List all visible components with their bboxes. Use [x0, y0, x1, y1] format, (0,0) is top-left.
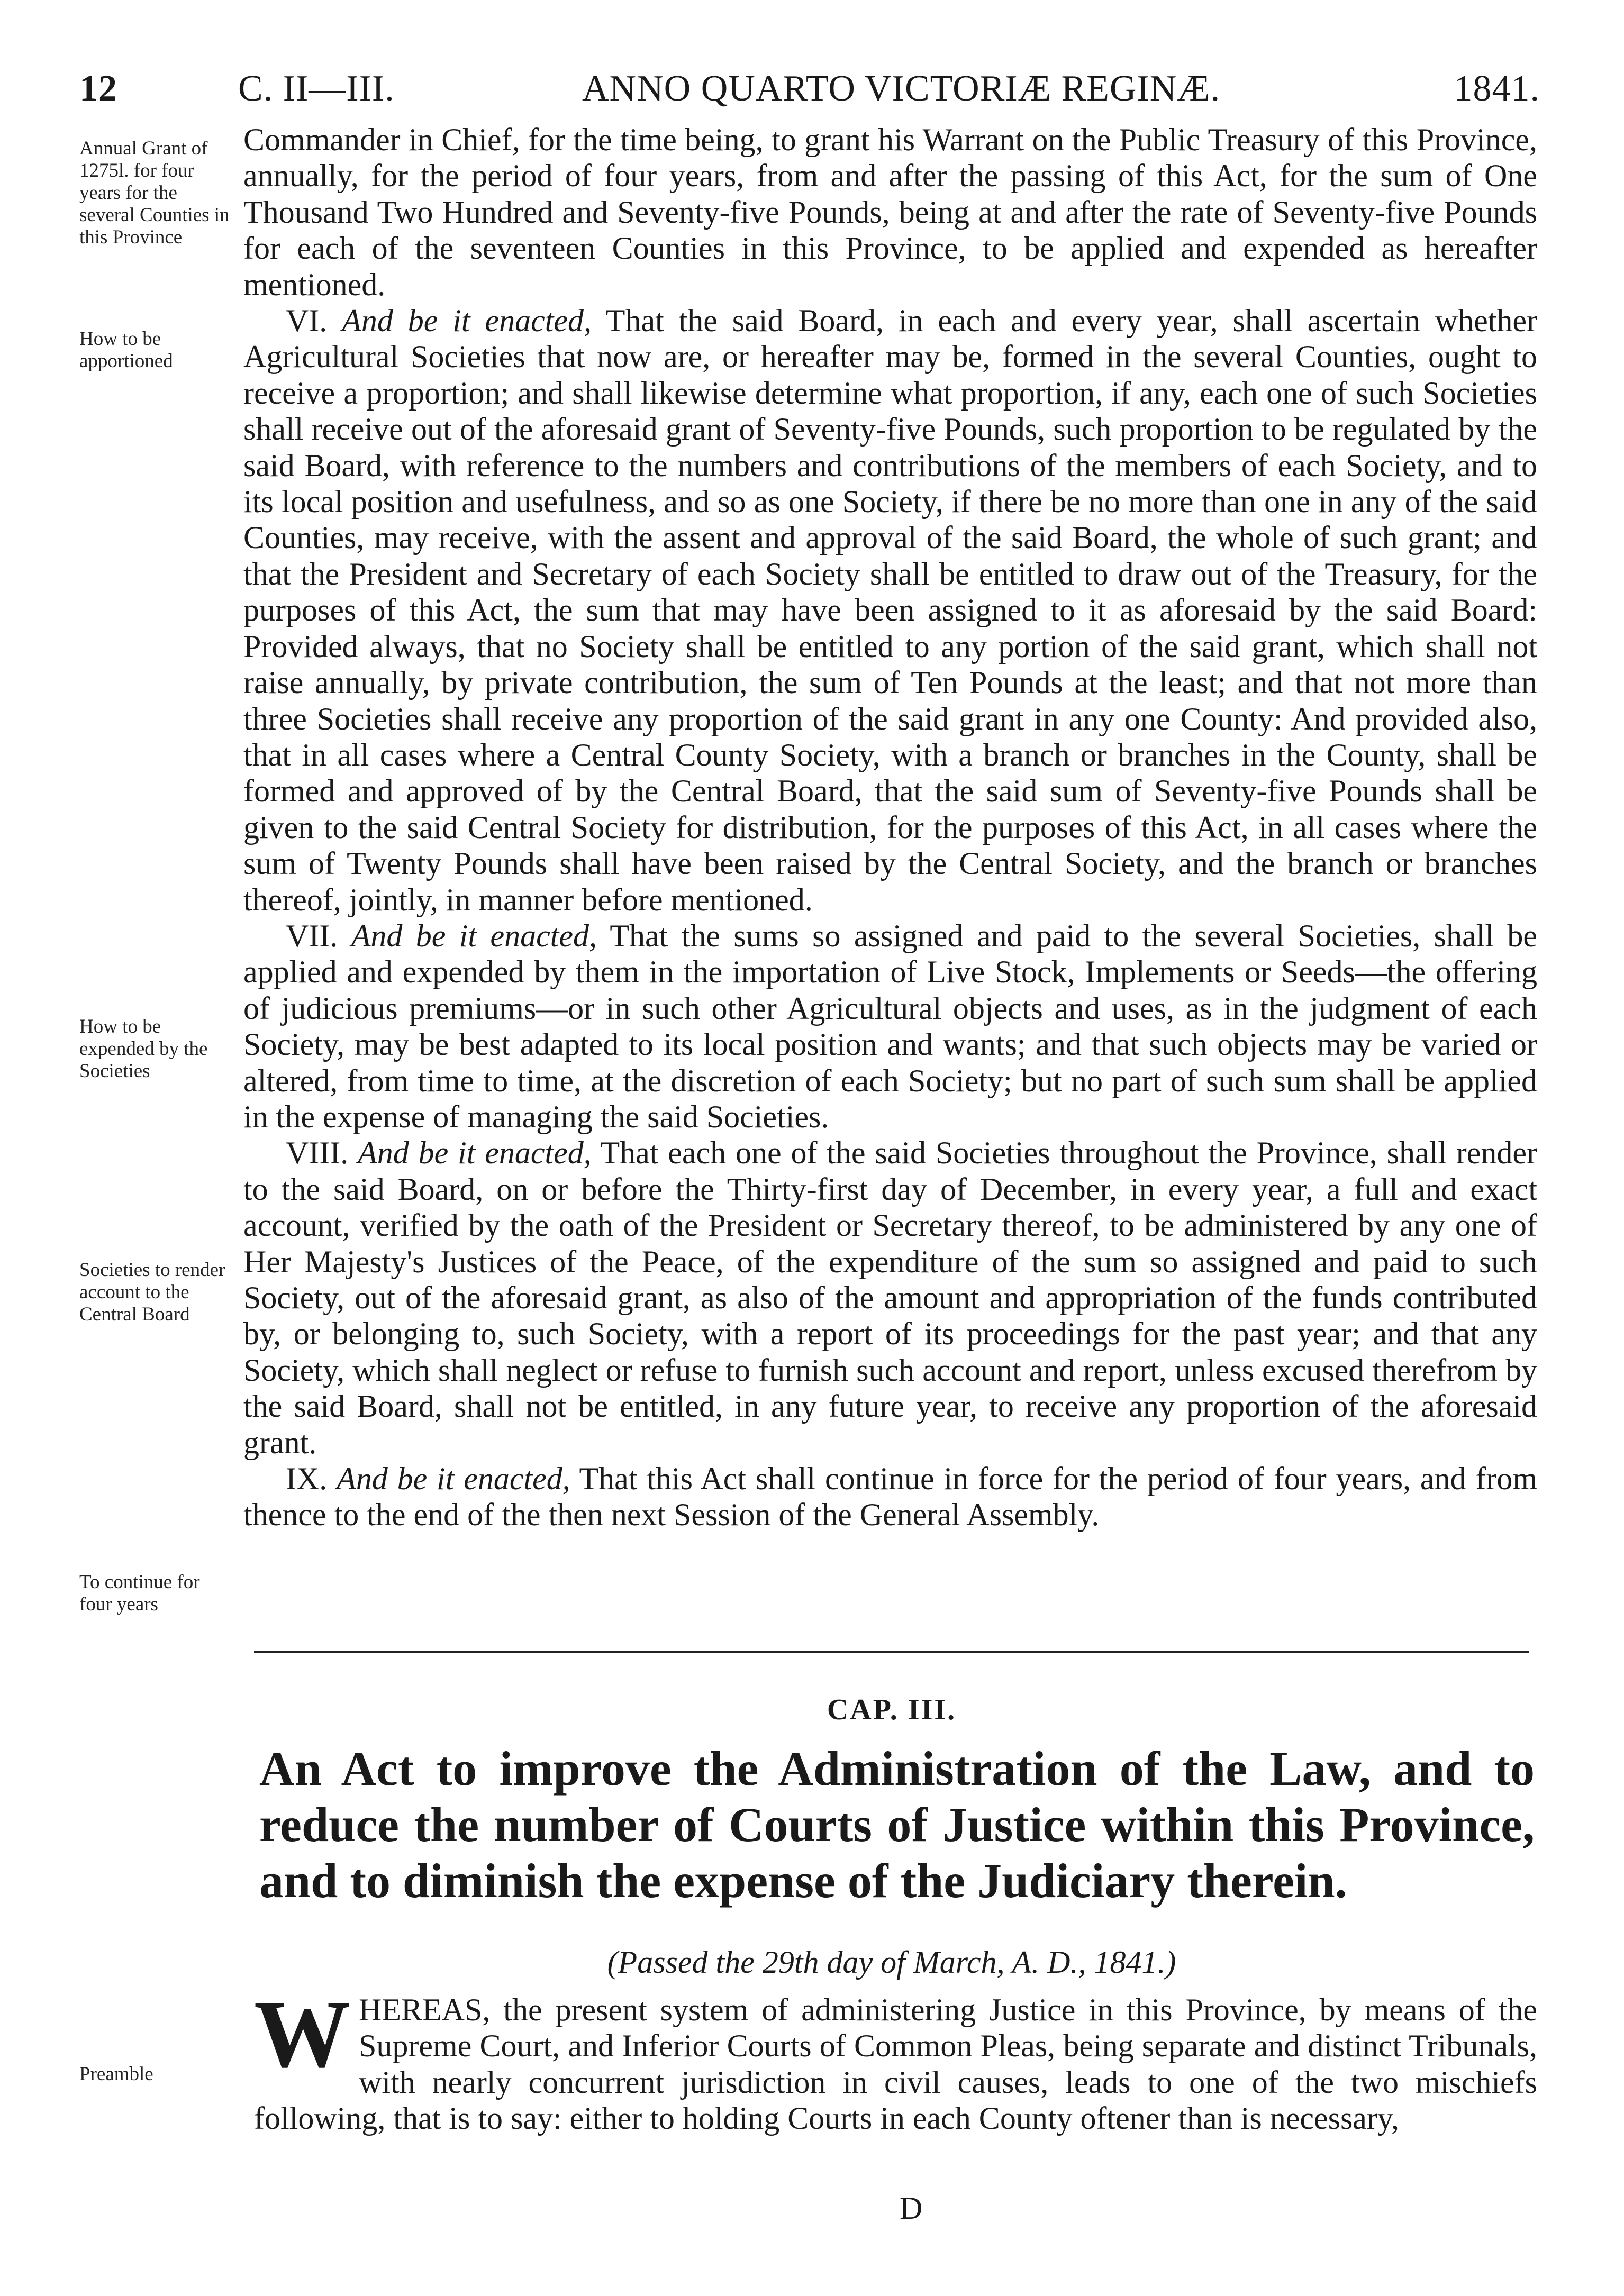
section-text: That the said Board, in each and every year, shall ascertain whether Agricultural Societies that now are, or hereafter may be, formed in the several Counties, ought to receive a proportion; and shall likewise determine what proportion, if any, each one of such Societies shall receive out of the aforesaid grant of Seventy-five Pounds, such proportion to be regulated by the said Board, with reference to the numbers and contributions of the members of each Society, and to its local position and usefulness, and so as one Society, if there be no more than one in any of the said Counties, may receive, with the assent and approval of the said Board, the whole of such grant; and that the President and Secretary of each Society shall be entitled to draw out of the Treasury, for the purposes of this Act, the sum that may have been assigned to it as aforesaid by the said Board: Provided always, that no Society shall be entitled to any portion of the said grant, which shall not raise annually, by private contribution, the sum of Ten Pounds at the least; and that not more than three Societies shall receive any proportion of the said grant in any one County: And provided also, that in all cases where a Central County Society, with a branch or branches in the County, shall be formed and approved of by the Central Board, that the said sum of Seventy-five Pounds shall be given to the said Central Society for distribution, for the purposes of this Act, in all cases where the sum of Twenty Pounds shall have been raised by the Central Society, and the branch or branches thereof, jointly, in manner before mentioned.: [243, 303, 1537, 917]
enacting-clause: And be it enacted,: [337, 1461, 570, 1497]
section-divider: [254, 1651, 1529, 1653]
act-body: [243, 122, 1537, 1533]
margin-note-apportioned: How to be apportioned: [79, 328, 173, 372]
section-viii: [243, 1135, 1537, 1461]
margin-note-annual-grant: Annual Grant of 1275l. for four years for the several Counties in this Province: [79, 138, 230, 248]
preamble-paragraph: [254, 1981, 1537, 2137]
running-title: ANNO QUARTO VICTORIÆ REGINÆ.: [582, 68, 1221, 109]
section-text: That each one of the said Societies throughout the Province, shall render to the said Board, on or before the Thirty-first day of December, in every year, a full and exact account, verified by the oath of the President or Secretary thereof, to be administered by any one of Her Majesty's Justices of the Peace, of the expenditure of the sum so assigned and paid to such Society, out of the aforesaid grant, as also of the amount and appropriation of the funds contributed by, or belonging to, such Society, with a report of its proceedings for the past year; and that any Society, which shall neglect or refuse to furnish such account and report, unless excused therefrom by the said Board, shall not be entitled, in any future year, to receive any proportion of the aforesaid grant.: [243, 1135, 1538, 1460]
section-ix: [243, 1461, 1537, 1533]
passed-date: (Passed the 29th day of March, A. D., 1841.): [607, 1945, 1176, 1980]
margin-note-account: Societies to render account to the Central Board: [79, 1259, 225, 1325]
page-number: 12: [79, 68, 117, 109]
year: 1841.: [1454, 68, 1540, 109]
enacting-clause: And be it enacted,: [351, 918, 597, 953]
margin-note-expended: How to be expended by the Societies: [79, 1016, 208, 1082]
enacting-clause: And be it enacted,: [342, 303, 592, 339]
preamble-text: HEREAS, the present system of administering Justice in this Province, by means of the Supreme Court, and Inferior Courts of Common Pleas, being separate and distinct Tribunals, with nearly concurrent jurisdiction in civil causes, leads to one of the two mischiefs following, that is to say: either to holding Courts in each County oftener than is necessary,: [254, 1992, 1537, 2136]
intro-paragraph: Commander in Chief, for the time being, to grant his Warrant on the Public Treasury of this Province, annually, for the period of four years, from and after the passing of this Act, for the sum of One Thousand Two Hundred and Seventy-five Pounds, being at and after the rate of Seventy-five Pounds for each of the seventeen Counties in this Province, to be applied and expended as hereafter mentioned.: [243, 122, 1537, 302]
section-text: That this Act shall continue in force for the period of four years, and from thence to the end of the then next Session of the General Assembly.: [243, 1461, 1537, 1533]
section-number: IX.: [286, 1461, 328, 1497]
margin-note-preamble: Preamble: [79, 2063, 153, 2085]
act-title: An Act to improve the Administration of the Law, and to reduce the number of Courts of Justice within this Province, and to diminish the expense of the Judiciary therein.: [259, 1742, 1535, 1908]
section-vi: [243, 303, 1537, 918]
section-vii: [243, 918, 1537, 1135]
running-head: [79, 68, 1540, 115]
drop-cap: W: [254, 1981, 350, 2088]
section-number: VIII.: [286, 1135, 349, 1171]
section-text: That the sums so assigned and paid to the several Societies, shall be applied and expended by them in the importation of Live Stock, Implements or Seeds—the offering of judicious premiums—or in such other Agricultural objects and uses, as in the judgment of each Society, may be best adapted to its local position and wants; and that such objects may be varied or altered, from time to time, at the discretion of each Society; but no part of such sum shall be applied in the expense of managing the said Societies.: [243, 918, 1538, 1134]
signature-mark: D: [900, 2191, 923, 2226]
enacting-clause: And be it enacted,: [358, 1135, 592, 1171]
chapter-reference: C. II—III.: [238, 68, 395, 109]
chapter-heading: CAP. III.: [827, 1693, 957, 1726]
margin-note-continue: To continue for four years: [79, 1571, 200, 1615]
section-number: VI.: [286, 303, 328, 339]
section-number: VII.: [286, 918, 338, 953]
